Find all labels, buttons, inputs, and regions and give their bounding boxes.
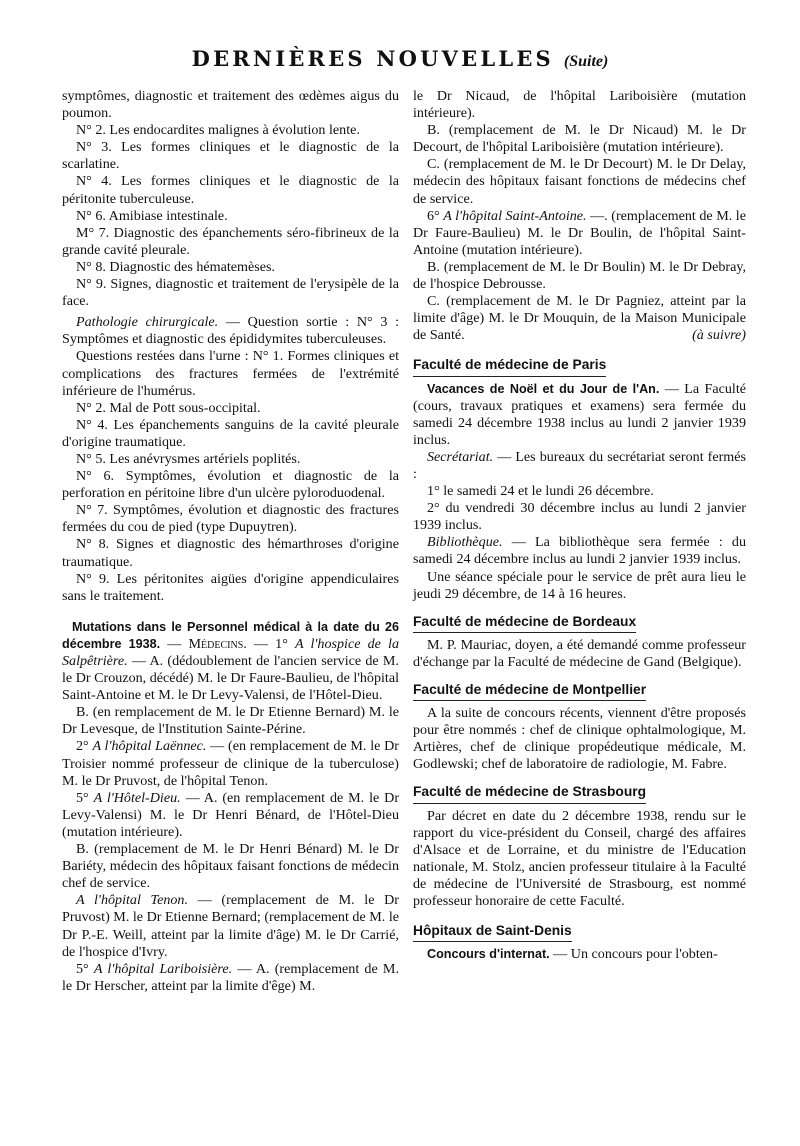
- laennec-paragraph: [62, 738, 399, 789]
- paragraph: Par décret en date du 2 décembre 1938, rendu sur le rapport du vice-président du Conseil, chargé des affaires d'Alsace et de Lorraine, et du ministre de l'Education nationale, M. Stolz, ancien professeur titulaire à la Faculté de médecine de l'Université de Strasbourg, est nommé professeur honoraire de cette Faculté.: [413, 807, 746, 910]
- paragraph: N° 9. Les péritonites aigües d'origine appendiculaires sans le traitement.: [62, 570, 399, 604]
- bibliotheque-label: Bibliothèque.: [427, 534, 503, 551]
- hospital-name: A l'hôpital Laënnec.: [92, 738, 207, 755]
- text: — 1°: [246, 635, 295, 652]
- paragraph: Une séance spéciale pour le service de prêt aura lieu le jeudi 29 décembre, de 14 à 16 heures.: [413, 568, 746, 602]
- page-header: [0, 46, 800, 71]
- paragraph: N° 6. Amibiase intestinale.: [76, 207, 228, 224]
- paragraph: 2° du vendredi 30 décembre inclus au lundi 2 janvier 1939 inclus.: [413, 500, 746, 534]
- paragraph: N° 2. Mal de Pott sous-occipital.: [76, 399, 261, 416]
- paragraph: N° 3. Les formes cliniques et le diagnostic de la scarlatine.: [62, 139, 399, 173]
- paragraph: [413, 293, 746, 344]
- hospital-name: A l'Hôtel-Dieu.: [93, 789, 181, 806]
- left-column: [62, 88, 399, 995]
- text: 6°: [427, 207, 444, 224]
- paragraph: [413, 946, 746, 963]
- text: — A. (dédoublement de l'ancien service de M. le Dr Crouzon, décédé) M. le Dr Faure-Baulieu, de l'hôpital Saint-Antoine et M. le Dr Levy-Valensi, de l'Hôtel-Dieu.: [62, 653, 399, 704]
- section-title: Faculté de médecine de Bordeaux: [413, 613, 636, 633]
- mutations-title: Mutations dans le Personnel médical à la date du 26 décembre 1938.: [62, 619, 399, 651]
- right-column: [413, 88, 746, 963]
- paragraph: [413, 449, 746, 483]
- text: — (en remplacement de M. le Dr Troisier nommé professeur de clinique de la tuberculose) M. le Dr Pruvost, de l'hôpital Tenon.: [62, 738, 399, 789]
- paragraph: M. P. Mauriac, doyen, a été demandé comme professeur d'échange par la Faculté de médecine de Gand (Belgique).: [413, 636, 746, 670]
- text: 5°: [76, 789, 94, 806]
- saint-antoine-paragraph: [413, 208, 746, 259]
- paragraph: M° 7. Diagnostic des épanchements séro-fibrineux de la grande cavité pleurale.: [62, 224, 399, 258]
- paragraph: Questions restées dans l'urne : N° 1. Formes cliniques et complications des fractures fermées de l'extrémité inférieure de l'humérus.: [62, 348, 399, 399]
- text: — (remplacement de M. le Dr Pruvost) M. le Dr Etienne Bernard; (remplacement de M. le Dr P.-E. Weill, atteint par la limite d'âge) M. le Dr Carrié, de l'hospice d'Ivry.: [62, 892, 399, 960]
- header-suite: (Suite): [563, 53, 609, 70]
- paragraph: N° 2. Les endocardites malignes à évolution lente.: [76, 122, 360, 139]
- hospice-name: A l'hospice de la Salpêtrière.: [62, 635, 400, 669]
- section-title: Faculté de médecine de Strasbourg: [413, 783, 646, 803]
- tenon-paragraph: [62, 892, 399, 960]
- paragraph: le Dr Nicaud, de l'hôpital Lariboisière (mutation intérieure).: [413, 88, 746, 122]
- section-title: Faculté de médecine de Paris: [413, 356, 606, 376]
- paragraph: [413, 534, 746, 568]
- paragraph: [413, 381, 746, 449]
- text: C. (remplacement de M. le Dr Pagniez, atteint par la limite d'âge) M. le Dr Mouquin, de la Maison Municipale de Santé.: [413, 293, 746, 344]
- hospital-name: A l'hôpital Lariboisière.: [93, 960, 233, 977]
- text: — La Faculté (cours, travaux pratiques et examens) sera fermée du samedi 24 décembre 1938 inclus au lundi 2 janvier 1939 inclus.: [413, 380, 746, 448]
- lariboisiere-paragraph: [62, 961, 399, 995]
- secretariat-label: Secrétariat.: [427, 448, 494, 465]
- header-title: DERNIÈRES NOUVELLES: [191, 46, 554, 71]
- paragraph: N° 8. Diagnostic des hématemèses.: [76, 258, 275, 275]
- text: —. (remplacement de M. le Dr Faure-Baulieu) M. le Dr Boulin, de l'hôpital Saint-Antoine (mutation intérieure).: [413, 207, 746, 258]
- paragraph: N° 8. Signes et diagnostic des hémarthroses d'origine traumatique.: [62, 536, 399, 570]
- paragraph: B. (remplacement de M. le Dr Nicaud) M. le Dr Decourt, de l'hôpital Lariboisière (mutation intérieure).: [413, 122, 746, 156]
- text: — A. (en remplacement de M. le Dr Levy-Valensi) M. le Dr Henri Bénard, de l'Hôtel-Dieu (mutation intérieure).: [62, 789, 400, 840]
- vacances-label: Vacances de Noël et du Jour de l'An.: [427, 381, 660, 396]
- hospital-name: A l'hôpital Saint-Antoine.: [443, 207, 587, 224]
- section-title: Hôpitaux de Saint-Denis: [413, 922, 572, 942]
- hospital-name: A l'hôpital Tenon.: [76, 892, 189, 909]
- patho-text: — Question sortie : N° 3 : Symptômes et diagnostic des épididymites tuberculeuses.: [62, 314, 399, 348]
- text: — A. (remplacement de M. le Dr Herscher, atteint par la limite d'êge) M.: [62, 960, 399, 994]
- patho-label: Pathologie chirurgicale.: [76, 314, 219, 331]
- paragraph: B. (en remplacement de M. le Dr Etienne Bernard) M. le Dr Levesque, de l'Institution Sainte-Périne.: [62, 704, 399, 738]
- paragraph: N° 5. Les anévrysmes artériels poplités.: [76, 450, 301, 467]
- section-bordeaux: [413, 613, 746, 671]
- paragraph: N° 4. Les formes cliniques et le diagnostic de la péritonite tuberculeuse.: [62, 173, 399, 207]
- section-saint-denis: [413, 922, 746, 963]
- patho-paragraph: [62, 314, 399, 348]
- paragraph: N° 6. Symptômes, évolution et diagnostic de la perforation en péritoine libre d'un ulcère pyloroduodenal.: [62, 468, 399, 502]
- text: 2°: [76, 738, 93, 755]
- section-title: Faculté de médecine de Montpellier: [413, 681, 646, 701]
- paragraph: A la suite de concours récents, viennent d'être proposés pour être nommés : chef de clinique ophtalmologique, M. Artières, chef de clinique propédeutique médicale, M. Godlewski; chef de laboratoire de radiologie, M. Fabre.: [413, 705, 746, 773]
- paragraph: symptômes, diagnostic et traitement des œdèmes aigus du poumon.: [62, 88, 399, 122]
- medecins-label: Médecins.: [188, 635, 247, 652]
- section-paris: [413, 356, 746, 602]
- paragraph: B. (remplacement de M. le Dr Boulin) M. le Dr Debray, de l'hospice Debrousse.: [413, 258, 746, 293]
- concours-label: Concours d'internat.: [427, 947, 550, 962]
- paragraph: N° 4. Les épanchements sanguins de la cavité pleurale d'origine traumatique.: [62, 416, 399, 450]
- paragraph: N° 9. Signes, diagnostic et traitement de l'erysipèle de la face.: [62, 276, 399, 310]
- hoteldieu-paragraph: [62, 790, 399, 841]
- section-montpellier: [413, 681, 746, 773]
- text: — La bibliothèque sera fermée : du samedi 24 décembre inclus au lundi 2 janvier 1939 inclus.: [413, 534, 746, 568]
- paragraph: B. (remplacement de M. le Dr Henri Bénard) M. le Dr Bariéty, médecin des hôpitaux faisant fonctions de médecin chef de service.: [62, 841, 399, 892]
- text: — Les bureaux du secrétariat seront fermés :: [413, 448, 746, 482]
- text: 5°: [76, 960, 94, 977]
- mutations-paragraph: Mutations dans le Personnel médical à la date du 26 décembre 1938. — Médecins. — 1° A l'hospice de la Salpêtrière. — A. (dédoublement de l'ancien service de M. le Dr Crouzon, décédé) M. le Dr Faure-Baulieu, de l'hôpital Saint-Antoine et M. le Dr Levy-Valensi, de l'Hôtel-Dieu.: [62, 619, 400, 704]
- a-suivre: (à suivre): [692, 327, 746, 344]
- text: — Un concours pour l'obten-: [549, 946, 718, 963]
- paragraph: 1° le samedi 24 et le lundi 26 décembre.: [427, 483, 654, 500]
- paragraph: C. (remplacement de M. le Dr Decourt) M. le Dr Delay, médecin des hôpitaux faisant fonctions de médecins chef de service.: [413, 156, 746, 207]
- paragraph: N° 7. Symptômes, évolution et diagnostic des fractures fermées du cou de pied (type Dupuytren).: [62, 502, 399, 536]
- section-strasbourg: [413, 783, 746, 910]
